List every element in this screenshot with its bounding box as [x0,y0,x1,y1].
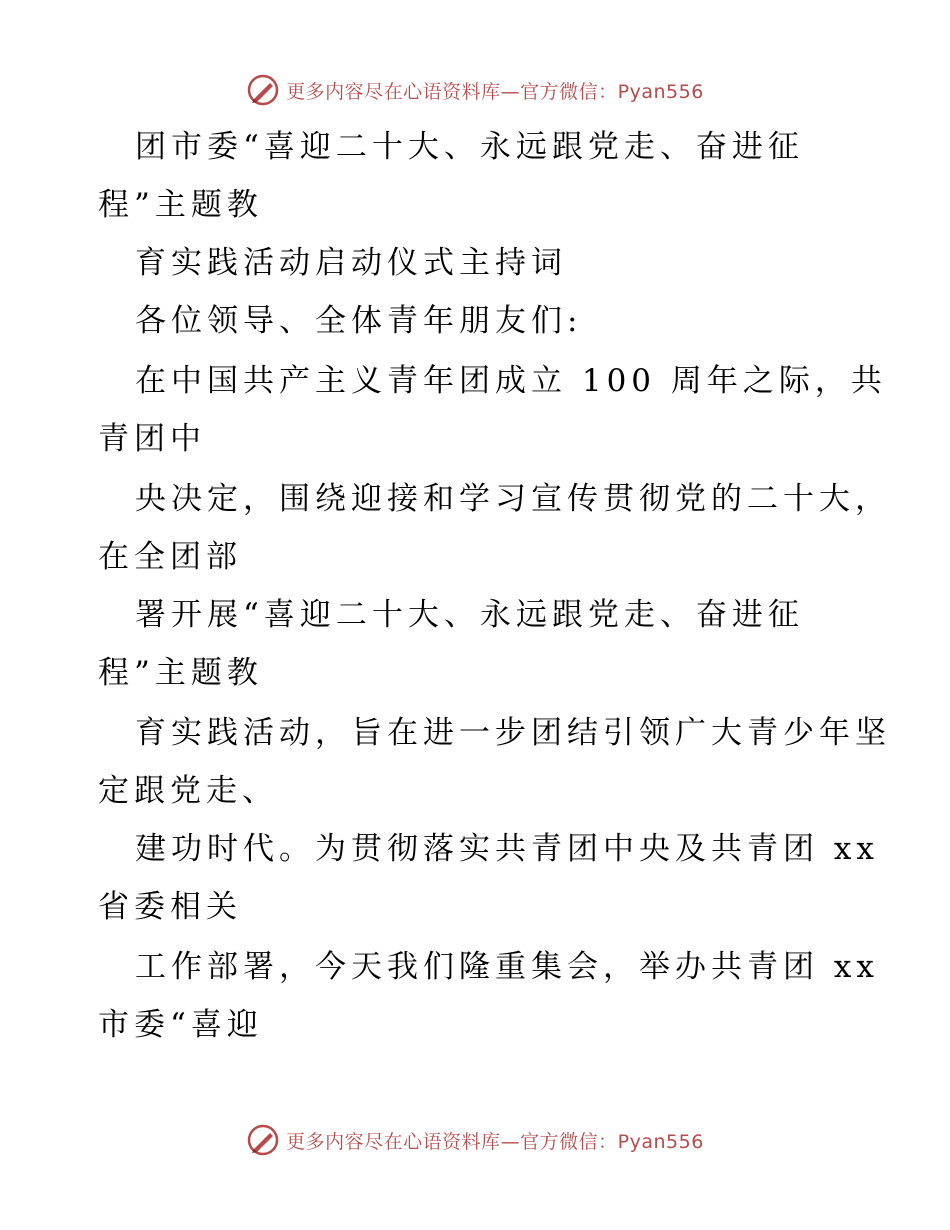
text-line: 工作部署，今天我们隆重集会，举办共青团 xx [135,949,879,985]
text-line: 程”主题教 [98,655,263,691]
pen-logo-icon [246,73,280,107]
text-line: 育实践活动，旨在进一步团结引领广大青少年坚 [135,715,891,751]
text-line: 育实践活动启动仪式主持词 [135,245,567,281]
text-line: 各位领导、全体青年朋友们: [135,303,583,339]
text-line: 市委“喜迎 [98,1007,263,1043]
watermark-text: 更多内容尽在心语资料库—官方微信：Pyan556 [286,1130,704,1153]
text-line: 央决定，围绕迎接和学习宣传贯彻党的二十大， [135,481,891,517]
text-line: 在中国共产主义青年团成立 100 周年之际，共 [135,363,887,399]
text-line: 程”主题教 [98,187,263,223]
text-line: 建功时代。为贯彻落实共青团中央及共青团 xx [135,831,879,867]
watermark-text: 更多内容尽在心语资料库—官方微信：Pyan556 [286,80,704,103]
text-line: 省委相关 [98,889,242,925]
text-line: 团市委“喜迎二十大、永远跟党走、奋进征 [135,129,804,165]
text-line: 在全团部 [98,539,242,575]
text-line: 定跟党走、 [98,773,278,809]
footer-watermark [0,1122,950,1158]
pen-logo-icon [246,1123,280,1157]
text-line: 青团中 [98,421,206,457]
text-line: 署开展“喜迎二十大、永远跟党走、奋进征 [135,597,804,633]
header-watermark [0,72,950,108]
